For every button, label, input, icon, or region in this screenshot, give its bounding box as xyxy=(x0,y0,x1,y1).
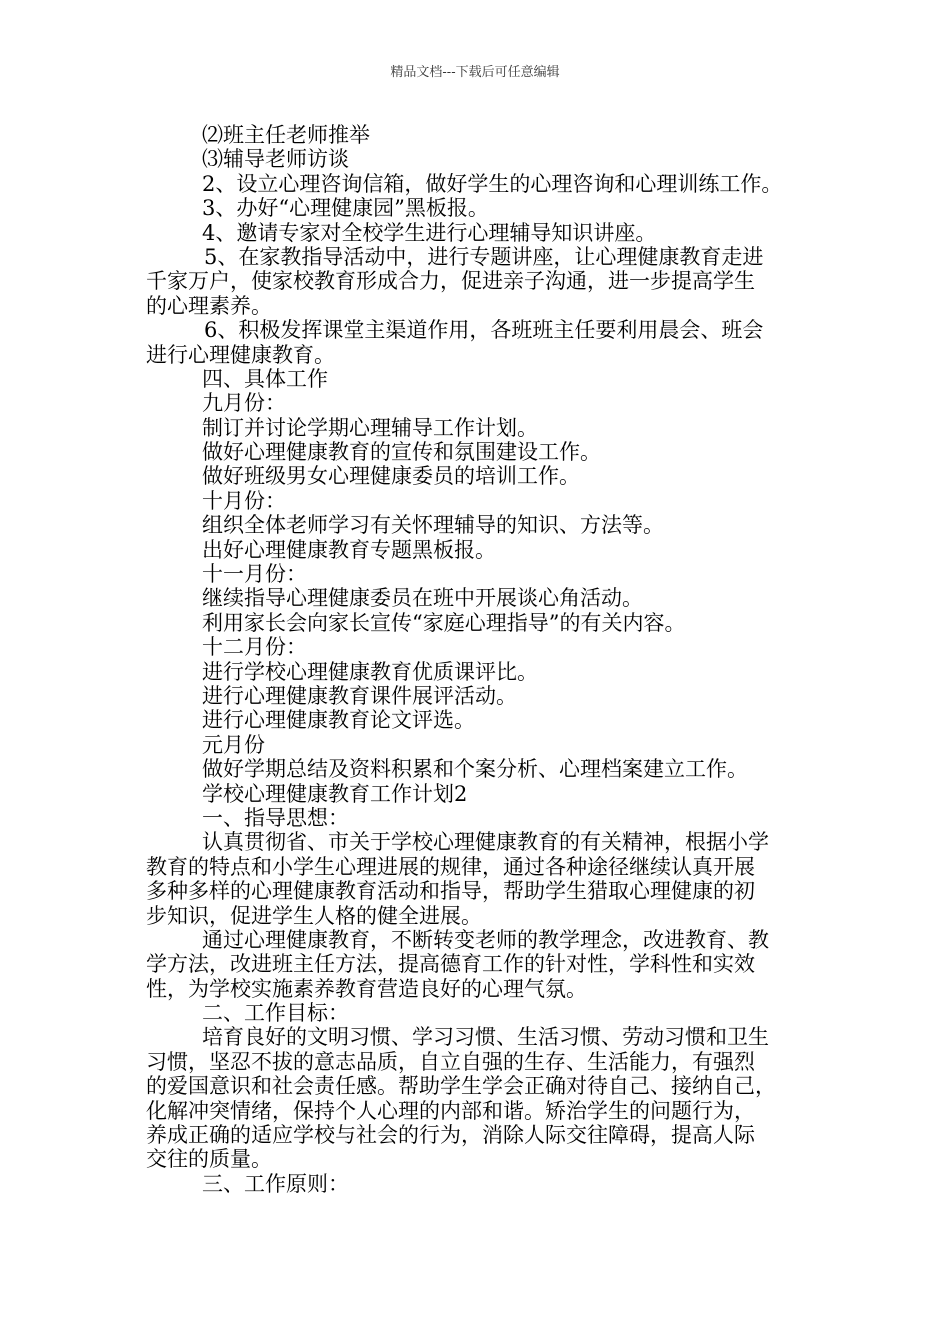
text-line: 制订并讨论学期心理辅导工作计划。 xyxy=(202,415,538,440)
text-line: 2、设立心理咨询信箱，做好学生的心理咨询和心理训练工作。 xyxy=(202,171,783,196)
text-line: 四、具体工作 xyxy=(202,366,328,391)
text-line: 认真贯彻省、市关于学校心理健康教育的有关精神，根据小学 xyxy=(202,830,769,855)
text-line: 的心理素养。 xyxy=(146,293,272,318)
text-line: 利用家长会向家长宣传“家庭心理指导”的有关内容。 xyxy=(202,610,686,635)
text-line: 十月份： xyxy=(202,488,286,513)
document-body xyxy=(146,123,818,1196)
text-line: 化解冲突情绪，保持个人心理的内部和谐。矫治学生的问题行为， xyxy=(146,1098,755,1123)
text-line: 通过心理健康教育，不断转变老师的教学理念，改进教育、教 xyxy=(202,927,769,952)
text-line: ⑵班主任老师推举 xyxy=(202,123,370,147)
text-line: 养成正确的适应学校与社会的行为，消除人际交往障碍，提高人际 xyxy=(146,1123,755,1148)
text-line: 元月份 xyxy=(202,732,265,757)
text-line: 交往的质量。 xyxy=(146,1147,272,1172)
text-line: 进行学校心理健康教育优质课评比。 xyxy=(202,659,538,684)
text-line: 多种多样的心理健康教育活动和指导，帮助学生猎取心理健康的初 xyxy=(146,879,755,904)
text-line: 进行心理健康教育课件展评活动。 xyxy=(202,683,517,708)
text-line: 的爱国意识和社会责任感。帮助学生学会正确对待自己、接纳自己， xyxy=(146,1074,776,1099)
text-line: 做好班级男女心理健康委员的培训工作。 xyxy=(202,464,580,489)
text-line: 做好学期总结及资料积累和个案分析、心理档案建立工作。 xyxy=(202,757,748,782)
text-line: 6、积极发挥课堂主渠道作用，各班班主任要利用晨会、班会 xyxy=(204,318,764,343)
text-line: 3、办好“心理健康园”黑板报。 xyxy=(202,196,489,221)
text-line: 一、指导思想： xyxy=(202,805,349,830)
text-line: 十二月份： xyxy=(202,635,307,660)
text-line: 进行心理健康教育。 xyxy=(146,342,335,367)
text-line: 4、邀请专家对全校学生进行心理辅导知识讲座。 xyxy=(202,220,657,245)
section-title: 学校心理健康教育工作计划2 xyxy=(202,781,468,806)
text-line: 5、在家教指导活动中，进行专题讲座，让心理健康教育走进 xyxy=(204,244,764,269)
text-line: 继续指导心理健康委员在班中开展谈心角活动。 xyxy=(202,586,643,611)
text-line: 组织全体老师学习有关怀理辅导的知识、方法等。 xyxy=(202,513,664,538)
text-line: 进行心理健康教育论文评选。 xyxy=(202,708,475,733)
text-line: 千家万户，使家校教育形成合力，促进亲子沟通，进一步提高学生 xyxy=(146,269,755,294)
text-line: 二、工作目标： xyxy=(202,1001,349,1026)
text-line: 九月份： xyxy=(202,391,286,416)
text-line: 教育的特点和小学生心理进展的规律，通过各种途径继续认真开展 xyxy=(146,854,755,879)
text-line: ⑶辅导老师访谈 xyxy=(202,147,349,172)
text-line: 出好心理健康教育专题黑板报。 xyxy=(202,537,496,562)
text-line: 性，为学校实施素养教育营造良好的心理气氛。 xyxy=(146,976,587,1001)
text-line: 三、工作原则： xyxy=(202,1171,349,1196)
page-header: 精品文档---下载后可任意编辑 xyxy=(390,65,560,80)
text-line: 培育良好的文明习惯、学习习惯、生活习惯、劳动习惯和卫生 xyxy=(202,1025,769,1050)
text-line: 十一月份： xyxy=(202,562,307,587)
text-line: 习惯，坚忍不拔的意志品质，自立自强的生存、生活能力，有强烈 xyxy=(146,1049,755,1074)
text-line: 做好心理健康教育的宣传和氛围建设工作。 xyxy=(202,440,601,465)
text-line: 学方法，改进班主任方法，提高德育工作的针对性，学科性和实效 xyxy=(146,952,755,977)
text-line: 步知识，促进学生人格的健全进展。 xyxy=(146,903,482,928)
